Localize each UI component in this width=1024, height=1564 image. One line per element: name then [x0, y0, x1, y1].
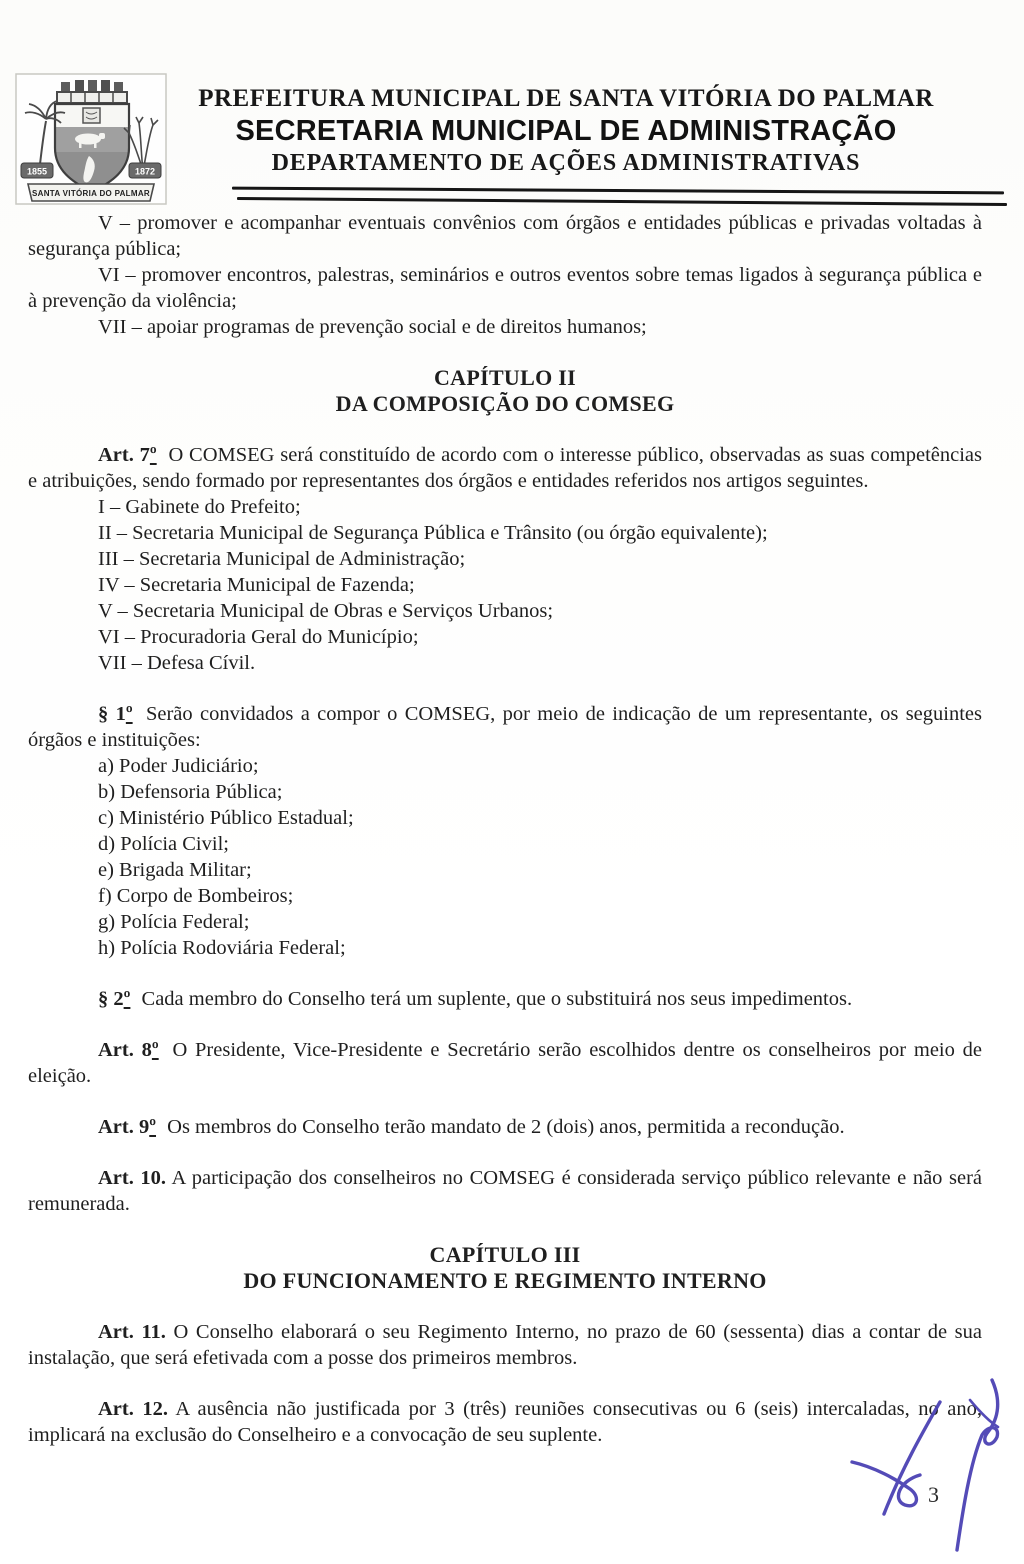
crown-icon	[57, 80, 127, 103]
article-11	[28, 1319, 982, 1371]
letterhead-text	[192, 84, 940, 178]
member-item-6: VI – Procuradoria Geral do Município;	[98, 626, 419, 648]
invitee-item-g: g) Polícia Federal;	[98, 911, 250, 933]
member-item-7: VII – Defesa Cívil.	[98, 652, 256, 674]
header-rule-bottom	[237, 197, 1007, 206]
invitee-item-f: f) Corpo de Bombeiros;	[98, 885, 294, 907]
paragraph-1-text: Serão convidados a compor o COMSEG, por meio de indicação de um representante, os seguintes órgãos e instituições:	[28, 703, 982, 751]
article-7-label: Art. 7	[98, 444, 150, 466]
chapter-2-title: CAPÍTULO II	[433, 365, 577, 390]
article-12-text: A ausência não justificada por 3 (três) reuniões consecutivas ou 6 (seis) intercaladas, no ano, implicará na exclusão do Conselheiro e a convocação de seu suplente.	[28, 1398, 982, 1446]
invitee-item-b: b) Defensoria Pública;	[98, 781, 283, 803]
year-scroll-left	[21, 163, 53, 178]
inner-emblem-icon	[83, 108, 100, 123]
article-8	[28, 1037, 982, 1089]
invitee-item-a: a) Poder Judiciário;	[98, 755, 259, 777]
article-8-text: O Presidente, Vice-Presidente e Secretário serão escolhidos dentre os conselheiros por meio de eleição.	[28, 1039, 982, 1087]
article-11-label: Art. 11.	[98, 1321, 166, 1343]
article-10-text: A participação dos conselheiros no COMSEG é considerada serviço público relevante e não será remunerada.	[28, 1167, 982, 1215]
article-7	[28, 442, 982, 494]
year-scroll-right	[129, 163, 161, 178]
article-9	[28, 1114, 982, 1140]
clause-vii: VII – apoiar programas de prevenção social e de direitos humanos;	[98, 316, 647, 338]
ordinal-indicator: º	[149, 444, 157, 466]
member-item-5: V – Secretaria Municipal de Obras e Serviços Urbanos;	[98, 600, 554, 622]
article-12	[28, 1396, 982, 1448]
article-9-label: Art. 9	[98, 1116, 150, 1138]
article-7-text: O COMSEG será constituído de acordo com o interesse público, observadas as suas competências e atribuições, sendo formado por representantes dos órgãos e entidades referidos nos artigos seguintes.	[28, 444, 983, 492]
member-item-4: IV – Secretaria Municipal de Fazenda;	[98, 574, 415, 596]
org-name: PREFEITURA MUNICIPAL DE SANTA VITÓRIA DO PALMAR	[198, 85, 934, 112]
paragraph-2-label: § 2	[98, 988, 124, 1010]
clause-vi: VI – promover encontros, palestras, seminários e outros eventos sobre temas ligados à segurança pública e à prevenção da violência;	[28, 264, 982, 312]
member-item-1: I – Gabinete do Prefeito;	[98, 496, 301, 518]
invitee-item-h: h) Polícia Rodoviária Federal;	[98, 937, 346, 959]
signature-stroke	[852, 1462, 920, 1506]
chapter-3-subtitle: DO FUNCIONAMENTO E REGIMENTO INTERNO	[243, 1268, 767, 1293]
invitee-item-d: d) Polícia Civil;	[98, 833, 229, 855]
document-body	[0, 208, 1024, 1448]
article-11-text: O Conselho elaborará o seu Regimento Interno, no prazo de 60 (sessenta) dias a contar de sua instalação, que será efetivada com a posse dos primeiros membros.	[28, 1321, 982, 1369]
paragraph-1	[28, 701, 982, 753]
clause-v: V – promover e acompanhar eventuais convênios com órgãos e entidades públicas e privadas voltadas à segurança pública;	[28, 212, 982, 260]
paragraph-1-label: § 1	[98, 703, 126, 725]
year-left: 1855	[26, 166, 48, 177]
ordinal-indicator: º	[123, 988, 131, 1010]
division-name: DEPARTAMENTO DE AÇÕES ADMINISTRATIVAS	[271, 150, 861, 176]
article-12-label: Art. 12.	[98, 1398, 168, 1420]
year-right: 1872	[134, 166, 156, 177]
paragraph-2-text: Cada membro do Conselho terá um suplente, que o substituirá nos seus impedimentos.	[141, 988, 853, 1010]
page-number: 3	[928, 1482, 939, 1507]
invitee-item-e: e) Brigada Militar;	[98, 859, 252, 881]
motto-ribbon	[28, 184, 154, 201]
municipal-coat-of-arms	[15, 73, 167, 205]
member-item-3: III – Secretaria Municipal de Administração;	[98, 548, 466, 570]
ordinal-indicator: º	[151, 1039, 159, 1061]
header-rule-top	[232, 187, 1004, 195]
member-item-2: II – Secretaria Municipal de Segurança Pública e Trânsito (ou órgão equivalente);	[98, 522, 768, 544]
article-8-label: Art. 8	[98, 1039, 152, 1061]
article-9-text: Os membros do Conselho terão mandato de 2 (dois) anos, permitida a recondução.	[167, 1116, 845, 1138]
article-10	[28, 1165, 982, 1217]
article-10-label: Art. 10.	[98, 1167, 167, 1189]
invitee-item-c: c) Ministério Público Estadual;	[98, 807, 354, 829]
department-name: SECRETARIA MUNICIPAL DE ADMINISTRAÇÃO	[235, 115, 897, 147]
crest-motto: SANTA VITÓRIA DO PALMAR	[31, 189, 151, 198]
paragraph-2	[28, 986, 982, 1012]
ordinal-indicator: º	[125, 703, 133, 725]
letterhead	[0, 0, 1024, 208]
chapter-3-title: CAPÍTULO III	[429, 1242, 581, 1267]
chapter-2-subtitle: DA COMPOSIÇÃO DO COMSEG	[335, 391, 675, 416]
ordinal-indicator: º	[149, 1116, 157, 1138]
